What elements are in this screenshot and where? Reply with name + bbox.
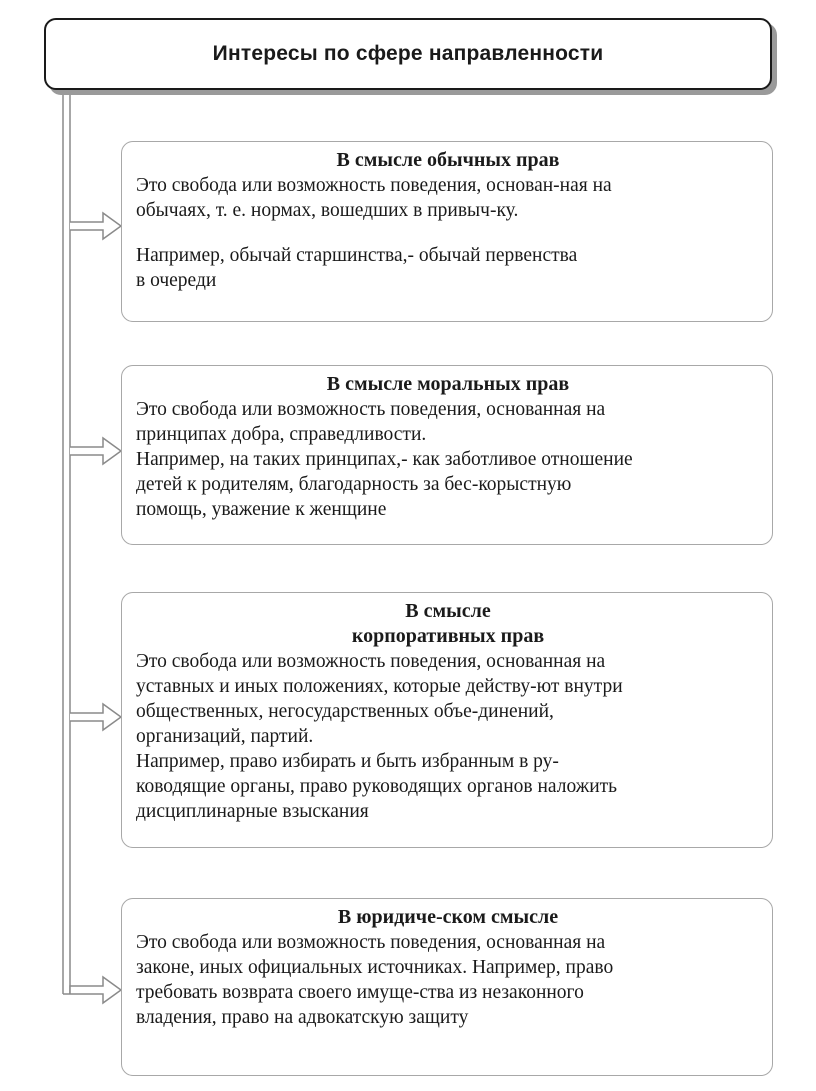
box-title: В смысле обычных прав [336,149,560,171]
box-text: Это свобода или возможность поведения, основанная на законе, иных официальных источниках. Например, право требовать возврата своего имуще-ства из незаконного владения, право на адвокатскую защиту [136,932,614,1028]
box-example: Например, обычай старшинства,- обычай первенства в очереди [136,245,578,291]
vertical-trunk [63,90,70,994]
arrow-to-box-3 [70,704,121,730]
arrow-to-box-1 [70,213,121,239]
box-text: Это свобода или возможность поведения, основанная на уставных и иных положениях, которые действу-ют внутри общественных, негосударственных объе-динений, организаций, партий. [136,651,623,747]
arrow-to-box-4 [63,977,121,1003]
header-title: Интересы по сфере направленности [212,42,604,65]
box-text: Это свобода или возможность поведения, основан-ная на обычаях, т. е. нормах, вошедших в привыч-ку. [136,175,612,221]
diagram-header [44,18,772,90]
box-customary-rights [121,141,773,322]
box-moral-rights [121,365,773,545]
box-title: В смысле корпоративных прав [351,600,545,647]
box-corporate-rights [121,592,773,848]
box-example: Например, на таких принципах,- как заботливое отношение детей к родителям, благодарность за бес-корыстную помощь, уважение к женщине [136,449,633,520]
box-title: В смысле моральных прав [326,373,570,395]
box-legal-sense [121,898,773,1076]
box-text: Это свобода или возможность поведения, основанная на принципах добра, справедливости. [136,399,606,445]
box-example: Например, право избирать и быть избранным в ру- ководящие органы, право руководящих органов наложить дисциплинарные взыскания [136,751,618,822]
box-title: В юридиче-ском смысле [337,906,559,928]
arrow-to-box-2 [70,438,121,464]
